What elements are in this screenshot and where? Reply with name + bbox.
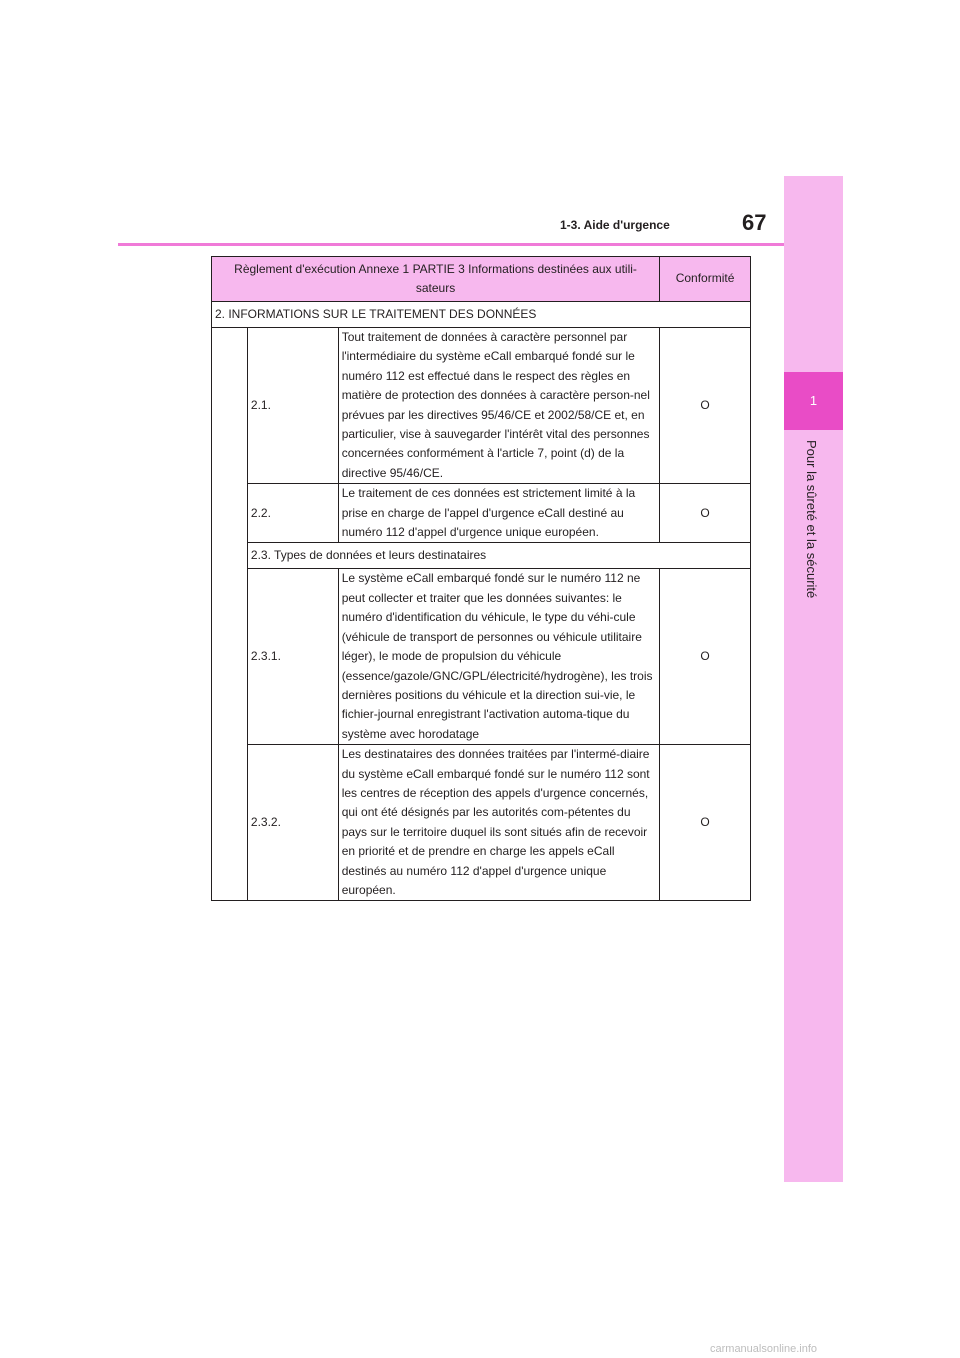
chapter-title: Pour la sûreté et la sécurité	[804, 440, 819, 599]
section-row	[212, 302, 751, 328]
table-row	[212, 569, 751, 745]
item-compliance: O	[660, 745, 751, 901]
item-compliance: O	[660, 328, 751, 484]
page-number: 67	[742, 210, 767, 235]
item-number: 2.1.	[247, 328, 338, 484]
table-row	[212, 745, 751, 901]
subsection-heading: 2.3. Types de données et leurs destinataires	[247, 543, 750, 569]
item-number: 2.3.2.	[247, 745, 338, 901]
item-number: 2.2.	[247, 484, 338, 543]
requirement-header: Règlement d'exécution Annexe 1 PARTIE 3 Informations destinées aux utili-sateurs	[212, 257, 660, 302]
table-header-row	[212, 257, 751, 302]
watermark-text: carmanualsonline.info	[710, 1343, 818, 1355]
item-compliance: O	[660, 569, 751, 745]
item-text: Le traitement de ces données est strictement limité à la prise en charge de l'appel d'urgence eCall destiné au numéro 112 d'appel d'urgence unique européen.	[338, 484, 659, 543]
chapter-side-tab	[784, 176, 843, 1182]
section-title: 1-3. Aide d'urgence	[560, 218, 670, 232]
item-text: Le système eCall embarqué fondé sur le numéro 112 ne peut collecter et traiter que les données suivantes: le numéro d'identification du véhicule, le type du véhi-cule (véhicule de transport de personnes ou véhicule utilitaire léger), le mode de propulsion du véhicule (essence/gazole/GNC/GPL/électricité/hydrogène), les trois dernières positions du véhicule et la direction sui-vie, le fichier-journal enregistrant l'activation automa-tique du système avec horodatage	[338, 569, 659, 745]
table-row	[212, 328, 751, 484]
subsection-row	[212, 543, 751, 569]
ecall-regulation-table	[211, 256, 751, 901]
chapter-number: 1	[784, 372, 843, 430]
compliance-header: Conformité	[660, 257, 751, 302]
item-text: Tout traitement de données à caractère personnel par l'intermédiaire du système eCall embarqué fondé sur le numéro 112 est effectué dans le respect des règles en matière de protection des données à caractère person-nel prévues par les directives 95/46/CE et 2002/58/CE et, en particulier, vise à sauvegarder l'intérêt vital des personnes concernées conformément à l'article 7, point (d) de la directive 95/46/CE.	[338, 328, 659, 484]
item-compliance: O	[660, 484, 751, 543]
header-rule	[118, 243, 784, 246]
section-heading: 2. INFORMATIONS SUR LE TRAITEMENT DES DONNÉES	[212, 302, 751, 328]
item-text: Les destinataires des données traitées par l'intermé-diaire du système eCall embarqué fondé sur le numéro 112 sont les centres de réception des appels d'urgence concernés, qui ont été désignés par les autorités com-pétentes du pays sur le territoire duquel ils sont situés afin de recevoir en priorité et de prendre en charge les appels eCall destinés au numéro 112 d'appel d'urgence unique européen.	[338, 745, 659, 901]
table-row	[212, 484, 751, 543]
indent-cell	[212, 328, 248, 901]
item-number: 2.3.1.	[247, 569, 338, 745]
